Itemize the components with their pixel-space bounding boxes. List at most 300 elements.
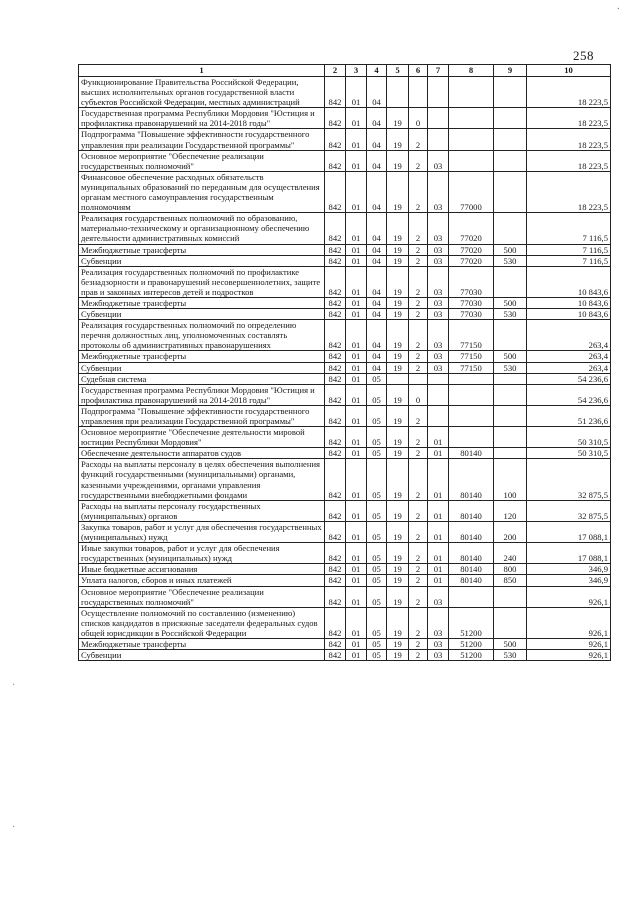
subprogram-cell: 2 [409, 607, 428, 638]
table-row [79, 543, 611, 564]
measure-cell: 01 [428, 521, 449, 542]
subsection-cell: 05 [367, 607, 387, 638]
direction-cell: 77020 [449, 255, 494, 266]
program-cell: 19 [387, 297, 409, 308]
expense-type-cell: 200 [494, 521, 527, 542]
table-row [79, 607, 611, 638]
direction-cell: 80140 [449, 564, 494, 575]
admin-code-cell: 842 [325, 586, 346, 607]
program-cell: 19 [387, 244, 409, 255]
subsection-cell: 05 [367, 586, 387, 607]
subprogram-cell: 2 [409, 309, 428, 320]
table-row [79, 129, 611, 150]
direction-cell: 51200 [449, 638, 494, 649]
amount-cell: 17 088,1 [527, 521, 611, 542]
measure-cell [428, 77, 449, 108]
section-cell: 01 [346, 607, 367, 638]
program-cell: 19 [387, 129, 409, 150]
program-cell: 19 [387, 575, 409, 586]
row-name-cell: Межбюджетные трансферты [79, 297, 325, 308]
table-body [79, 77, 611, 661]
direction-cell: 77000 [449, 171, 494, 212]
budget-table [78, 64, 611, 661]
expense-type-cell: 530 [494, 650, 527, 661]
header-cell: 6 [409, 65, 428, 77]
subsection-cell: 05 [367, 427, 387, 448]
program-cell: 19 [387, 108, 409, 129]
direction-cell [449, 129, 494, 150]
table-row [79, 171, 611, 212]
amount-cell: 32 875,5 [527, 459, 611, 500]
subprogram-cell: 2 [409, 564, 428, 575]
header-cell: 8 [449, 65, 494, 77]
section-cell: 01 [346, 108, 367, 129]
program-cell: 19 [387, 255, 409, 266]
program-cell: 19 [387, 427, 409, 448]
amount-cell: 10 843,6 [527, 266, 611, 297]
table-row [79, 213, 611, 244]
admin-code-cell: 842 [325, 373, 346, 384]
table-row [79, 266, 611, 297]
direction-cell: 77020 [449, 213, 494, 244]
header-cell: 9 [494, 65, 527, 77]
table-row [79, 638, 611, 649]
amount-cell: 346,9 [527, 575, 611, 586]
expense-type-cell: 500 [494, 244, 527, 255]
subprogram-cell: 2 [409, 320, 428, 351]
table-row [79, 297, 611, 308]
admin-code-cell: 842 [325, 575, 346, 586]
section-cell: 01 [346, 448, 367, 459]
admin-code-cell: 842 [325, 266, 346, 297]
program-cell: 19 [387, 586, 409, 607]
program-cell: 19 [387, 266, 409, 297]
table-row [79, 575, 611, 586]
row-name-cell: Закупка товаров, работ и услуг для обеспечения государственных (муниципальных) нужд [79, 521, 325, 542]
expense-type-cell: 120 [494, 500, 527, 521]
row-name-cell: Иные закупки товаров, работ и услуг для обеспечения государственных (муниципальных) нужд [79, 543, 325, 564]
program-cell: 19 [387, 405, 409, 426]
program-cell: 19 [387, 459, 409, 500]
admin-code-cell: 842 [325, 638, 346, 649]
amount-cell: 50 310,5 [527, 427, 611, 448]
program-cell [387, 77, 409, 108]
subprogram-cell: 0 [409, 108, 428, 129]
expense-type-cell [494, 427, 527, 448]
amount-cell: 10 843,6 [527, 297, 611, 308]
expense-type-cell [494, 129, 527, 150]
measure-cell: 03 [428, 297, 449, 308]
row-name-cell: Субвенции [79, 309, 325, 320]
measure-cell: 03 [428, 266, 449, 297]
subsection-cell: 05 [367, 543, 387, 564]
amount-cell: 54 236,6 [527, 384, 611, 405]
program-cell: 19 [387, 650, 409, 661]
row-name-cell: Уплата налогов, сборов и иных платежей [79, 575, 325, 586]
section-cell: 01 [346, 427, 367, 448]
expense-type-cell [494, 77, 527, 108]
row-name-cell: Реализация государственных полномочий по определению перечня должностных лиц, уполномоченных составлять протоколы об административных правонарушениях [79, 320, 325, 351]
section-cell: 01 [346, 575, 367, 586]
expense-type-cell [494, 373, 527, 384]
table-row [79, 521, 611, 542]
measure-cell: 03 [428, 650, 449, 661]
program-cell: 19 [387, 171, 409, 212]
section-cell: 01 [346, 255, 367, 266]
measure-cell: 03 [428, 171, 449, 212]
direction-cell: 80140 [449, 448, 494, 459]
subsection-cell: 05 [367, 564, 387, 575]
table-row [79, 448, 611, 459]
admin-code-cell: 842 [325, 150, 346, 171]
subsection-cell: 04 [367, 362, 387, 373]
subprogram-cell: 2 [409, 171, 428, 212]
direction-cell: 80140 [449, 575, 494, 586]
measure-cell: 01 [428, 459, 449, 500]
subprogram-cell: 2 [409, 500, 428, 521]
subsection-cell: 04 [367, 309, 387, 320]
subprogram-cell: 2 [409, 543, 428, 564]
section-cell: 01 [346, 266, 367, 297]
table-row [79, 320, 611, 351]
subsection-cell: 04 [367, 129, 387, 150]
subsection-cell: 05 [367, 575, 387, 586]
measure-cell [428, 108, 449, 129]
admin-code-cell: 842 [325, 405, 346, 426]
measure-cell: 03 [428, 213, 449, 244]
program-cell: 19 [387, 320, 409, 351]
subprogram-cell: 2 [409, 150, 428, 171]
subsection-cell: 04 [367, 171, 387, 212]
row-name-cell: Финансовое обеспечение расходных обязательств муниципальных образований по переданным для осуществления органам местного самоуправления государственным полномочиям [79, 171, 325, 212]
program-cell: 19 [387, 500, 409, 521]
table-row [79, 77, 611, 108]
header-cell: 1 [79, 65, 325, 77]
subsection-cell: 04 [367, 244, 387, 255]
amount-cell: 263,4 [527, 362, 611, 373]
subsection-cell: 04 [367, 351, 387, 362]
direction-cell [449, 108, 494, 129]
admin-code-cell: 842 [325, 171, 346, 212]
admin-code-cell: 842 [325, 384, 346, 405]
admin-code-cell: 842 [325, 108, 346, 129]
measure-cell: 01 [428, 448, 449, 459]
section-cell: 01 [346, 543, 367, 564]
header-cell: 5 [387, 65, 409, 77]
table-row [79, 384, 611, 405]
subsection-cell: 05 [367, 500, 387, 521]
admin-code-cell: 842 [325, 244, 346, 255]
expense-type-cell: 500 [494, 351, 527, 362]
table-row [79, 564, 611, 575]
program-cell: 19 [387, 213, 409, 244]
amount-cell: 926,1 [527, 650, 611, 661]
measure-cell: 01 [428, 427, 449, 448]
page-number: 258 [573, 48, 594, 63]
table-row [79, 309, 611, 320]
amount-cell: 10 843,6 [527, 309, 611, 320]
subsection-cell: 04 [367, 213, 387, 244]
row-name-cell: Межбюджетные трансферты [79, 244, 325, 255]
subsection-cell: 05 [367, 650, 387, 661]
direction-cell [449, 373, 494, 384]
measure-cell [428, 129, 449, 150]
program-cell: 19 [387, 521, 409, 542]
expense-type-cell [494, 384, 527, 405]
row-name-cell: Основное мероприятие "Обеспечение реализации государственных полномочий" [79, 586, 325, 607]
subsection-cell: 04 [367, 150, 387, 171]
row-name-cell: Межбюджетные трансферты [79, 351, 325, 362]
measure-cell: 03 [428, 362, 449, 373]
table-row [79, 373, 611, 384]
section-cell: 01 [346, 309, 367, 320]
subprogram-cell: 2 [409, 427, 428, 448]
table-row [79, 244, 611, 255]
subsection-cell: 05 [367, 448, 387, 459]
admin-code-cell: 842 [325, 521, 346, 542]
section-cell: 01 [346, 297, 367, 308]
expense-type-cell [494, 171, 527, 212]
amount-cell: 926,1 [527, 638, 611, 649]
amount-cell: 18 223,5 [527, 150, 611, 171]
subprogram-cell: 2 [409, 351, 428, 362]
amount-cell: 51 236,6 [527, 405, 611, 426]
table-row [79, 427, 611, 448]
program-cell: 19 [387, 351, 409, 362]
expense-type-cell: 530 [494, 309, 527, 320]
amount-cell: 32 875,5 [527, 500, 611, 521]
expense-type-cell: 800 [494, 564, 527, 575]
subprogram-cell: 2 [409, 521, 428, 542]
admin-code-cell: 842 [325, 543, 346, 564]
admin-code-cell: 842 [325, 564, 346, 575]
subsection-cell: 05 [367, 373, 387, 384]
row-name-cell: Реализация государственных полномочий по образованию, материально-техническому и организационному обеспечению деятельности административных комиссий [79, 213, 325, 244]
row-name-cell: Субвенции [79, 255, 325, 266]
subprogram-cell: 2 [409, 448, 428, 459]
measure-cell [428, 405, 449, 426]
subsection-cell: 04 [367, 297, 387, 308]
subsection-cell: 04 [367, 255, 387, 266]
subprogram-cell: 2 [409, 650, 428, 661]
row-name-cell: Обеспечение деятельности аппаратов судов [79, 448, 325, 459]
subprogram-cell: 2 [409, 459, 428, 500]
subsection-cell: 05 [367, 405, 387, 426]
admin-code-cell: 842 [325, 500, 346, 521]
subprogram-cell: 0 [409, 384, 428, 405]
admin-code-cell: 842 [325, 255, 346, 266]
expense-type-cell: 530 [494, 362, 527, 373]
admin-code-cell: 842 [325, 427, 346, 448]
amount-cell: 263,4 [527, 320, 611, 351]
subprogram-cell: 2 [409, 213, 428, 244]
expense-type-cell: 100 [494, 459, 527, 500]
admin-code-cell: 842 [325, 351, 346, 362]
row-name-cell: Основное мероприятие "Обеспечение деятельности мировой юстиции Республики Мордовия" [79, 427, 325, 448]
subsection-cell: 05 [367, 384, 387, 405]
subprogram-cell: 2 [409, 362, 428, 373]
table-row [79, 351, 611, 362]
header-cell: 10 [527, 65, 611, 77]
subsection-cell: 04 [367, 108, 387, 129]
amount-cell: 17 088,1 [527, 543, 611, 564]
amount-cell: 7 116,5 [527, 255, 611, 266]
direction-cell: 77150 [449, 362, 494, 373]
amount-cell: 926,1 [527, 586, 611, 607]
amount-cell: 18 223,5 [527, 108, 611, 129]
direction-cell: 80140 [449, 500, 494, 521]
program-cell: 19 [387, 543, 409, 564]
measure-cell [428, 384, 449, 405]
expense-type-cell: 240 [494, 543, 527, 564]
table-row [79, 108, 611, 129]
amount-cell: 7 116,5 [527, 244, 611, 255]
measure-cell: 01 [428, 543, 449, 564]
direction-cell [449, 586, 494, 607]
admin-code-cell: 842 [325, 607, 346, 638]
section-cell: 01 [346, 586, 367, 607]
row-name-cell: Субвенции [79, 362, 325, 373]
subprogram-cell [409, 373, 428, 384]
row-name-cell: Функционирование Правительства Российской Федерации, высших исполнительных органов государственной власти субъектов Российской Федерации, местных администраций [79, 77, 325, 108]
section-cell: 01 [346, 351, 367, 362]
direction-cell: 80140 [449, 543, 494, 564]
direction-cell: 77150 [449, 351, 494, 362]
direction-cell: 77030 [449, 266, 494, 297]
admin-code-cell: 842 [325, 297, 346, 308]
expense-type-cell [494, 150, 527, 171]
program-cell: 19 [387, 150, 409, 171]
amount-cell: 50 310,5 [527, 448, 611, 459]
expense-type-cell: 500 [494, 297, 527, 308]
direction-cell: 80140 [449, 521, 494, 542]
subsection-cell: 05 [367, 521, 387, 542]
scan-corner-mark: · [616, 4, 620, 15]
section-cell: 01 [346, 171, 367, 212]
subsection-cell: 05 [367, 459, 387, 500]
direction-cell: 51200 [449, 650, 494, 661]
direction-cell: 77020 [449, 244, 494, 255]
expense-type-cell: 850 [494, 575, 527, 586]
subsection-cell: 04 [367, 77, 387, 108]
row-name-cell: Судебная система [79, 373, 325, 384]
header-cell: 3 [346, 65, 367, 77]
scan-edge-mark: · [12, 822, 16, 833]
direction-cell: 80140 [449, 459, 494, 500]
section-cell: 01 [346, 405, 367, 426]
measure-cell: 03 [428, 351, 449, 362]
measure-cell: 03 [428, 320, 449, 351]
amount-cell: 54 236,6 [527, 373, 611, 384]
direction-cell [449, 77, 494, 108]
measure-cell: 03 [428, 244, 449, 255]
expense-type-cell: 500 [494, 638, 527, 649]
amount-cell: 7 116,5 [527, 213, 611, 244]
admin-code-cell: 842 [325, 459, 346, 500]
subprogram-cell: 2 [409, 638, 428, 649]
program-cell: 19 [387, 448, 409, 459]
amount-cell: 18 223,5 [527, 171, 611, 212]
expense-type-cell [494, 448, 527, 459]
table-row [79, 586, 611, 607]
subsection-cell: 05 [367, 638, 387, 649]
direction-cell: 77030 [449, 297, 494, 308]
measure-cell: 01 [428, 575, 449, 586]
admin-code-cell: 842 [325, 129, 346, 150]
row-name-cell: Межбюджетные трансферты [79, 638, 325, 649]
expense-type-cell [494, 405, 527, 426]
subprogram-cell: 2 [409, 586, 428, 607]
program-cell: 19 [387, 607, 409, 638]
expense-type-cell [494, 586, 527, 607]
subprogram-cell: 2 [409, 297, 428, 308]
header-cell: 4 [367, 65, 387, 77]
measure-cell: 03 [428, 150, 449, 171]
admin-code-cell: 842 [325, 77, 346, 108]
subsection-cell: 04 [367, 320, 387, 351]
section-cell: 01 [346, 650, 367, 661]
program-cell: 19 [387, 384, 409, 405]
row-name-cell: Реализация государственных полномочий по профилактике безнадзорности и правонарушений несовершеннолетних, защите прав и законных интересов детей и подростков [79, 266, 325, 297]
program-cell: 19 [387, 362, 409, 373]
header-cell: 2 [325, 65, 346, 77]
admin-code-cell: 842 [325, 650, 346, 661]
subprogram-cell: 2 [409, 405, 428, 426]
measure-cell: 03 [428, 586, 449, 607]
amount-cell: 263,4 [527, 351, 611, 362]
program-cell [387, 373, 409, 384]
table-row [79, 459, 611, 500]
measure-cell: 03 [428, 638, 449, 649]
table-row [79, 255, 611, 266]
row-name-cell: Государственная программа Республики Мордовия "Юстиция и профилактика правонарушений на 2014-2018 годы" [79, 384, 325, 405]
section-cell: 01 [346, 362, 367, 373]
table-header-row [79, 65, 611, 77]
measure-cell: 01 [428, 564, 449, 575]
header-cell: 7 [428, 65, 449, 77]
row-name-cell: Подпрограмма "Повышение эффективности государственного управления при реализации Государственной программы" [79, 405, 325, 426]
program-cell: 19 [387, 638, 409, 649]
subprogram-cell: 2 [409, 575, 428, 586]
measure-cell: 01 [428, 500, 449, 521]
table-row [79, 650, 611, 661]
measure-cell [428, 373, 449, 384]
scan-edge-mark: · [12, 680, 16, 691]
amount-cell: 926,1 [527, 607, 611, 638]
section-cell: 01 [346, 564, 367, 575]
row-name-cell: Расходы на выплаты персоналу в целях обеспечения выполнения функций государственными (муниципальными) органами, казенными учреждениями, органами управления государственными внебюджетными фондами [79, 459, 325, 500]
section-cell: 01 [346, 459, 367, 500]
expense-type-cell [494, 266, 527, 297]
direction-cell [449, 384, 494, 405]
row-name-cell: Осуществление полномочий по составлению (изменению) списков кандидатов в присяжные заседатели федеральных судов общей юрисдикции в Российской Федерации [79, 607, 325, 638]
program-cell: 19 [387, 564, 409, 575]
section-cell: 01 [346, 373, 367, 384]
table-row [79, 362, 611, 373]
direction-cell [449, 150, 494, 171]
subprogram-cell: 2 [409, 244, 428, 255]
admin-code-cell: 842 [325, 213, 346, 244]
admin-code-cell: 842 [325, 362, 346, 373]
expense-type-cell [494, 213, 527, 244]
section-cell: 01 [346, 500, 367, 521]
section-cell: 01 [346, 213, 367, 244]
expense-type-cell [494, 320, 527, 351]
row-name-cell: Иные бюджетные ассигнования [79, 564, 325, 575]
section-cell: 01 [346, 384, 367, 405]
section-cell: 01 [346, 77, 367, 108]
program-cell: 19 [387, 309, 409, 320]
